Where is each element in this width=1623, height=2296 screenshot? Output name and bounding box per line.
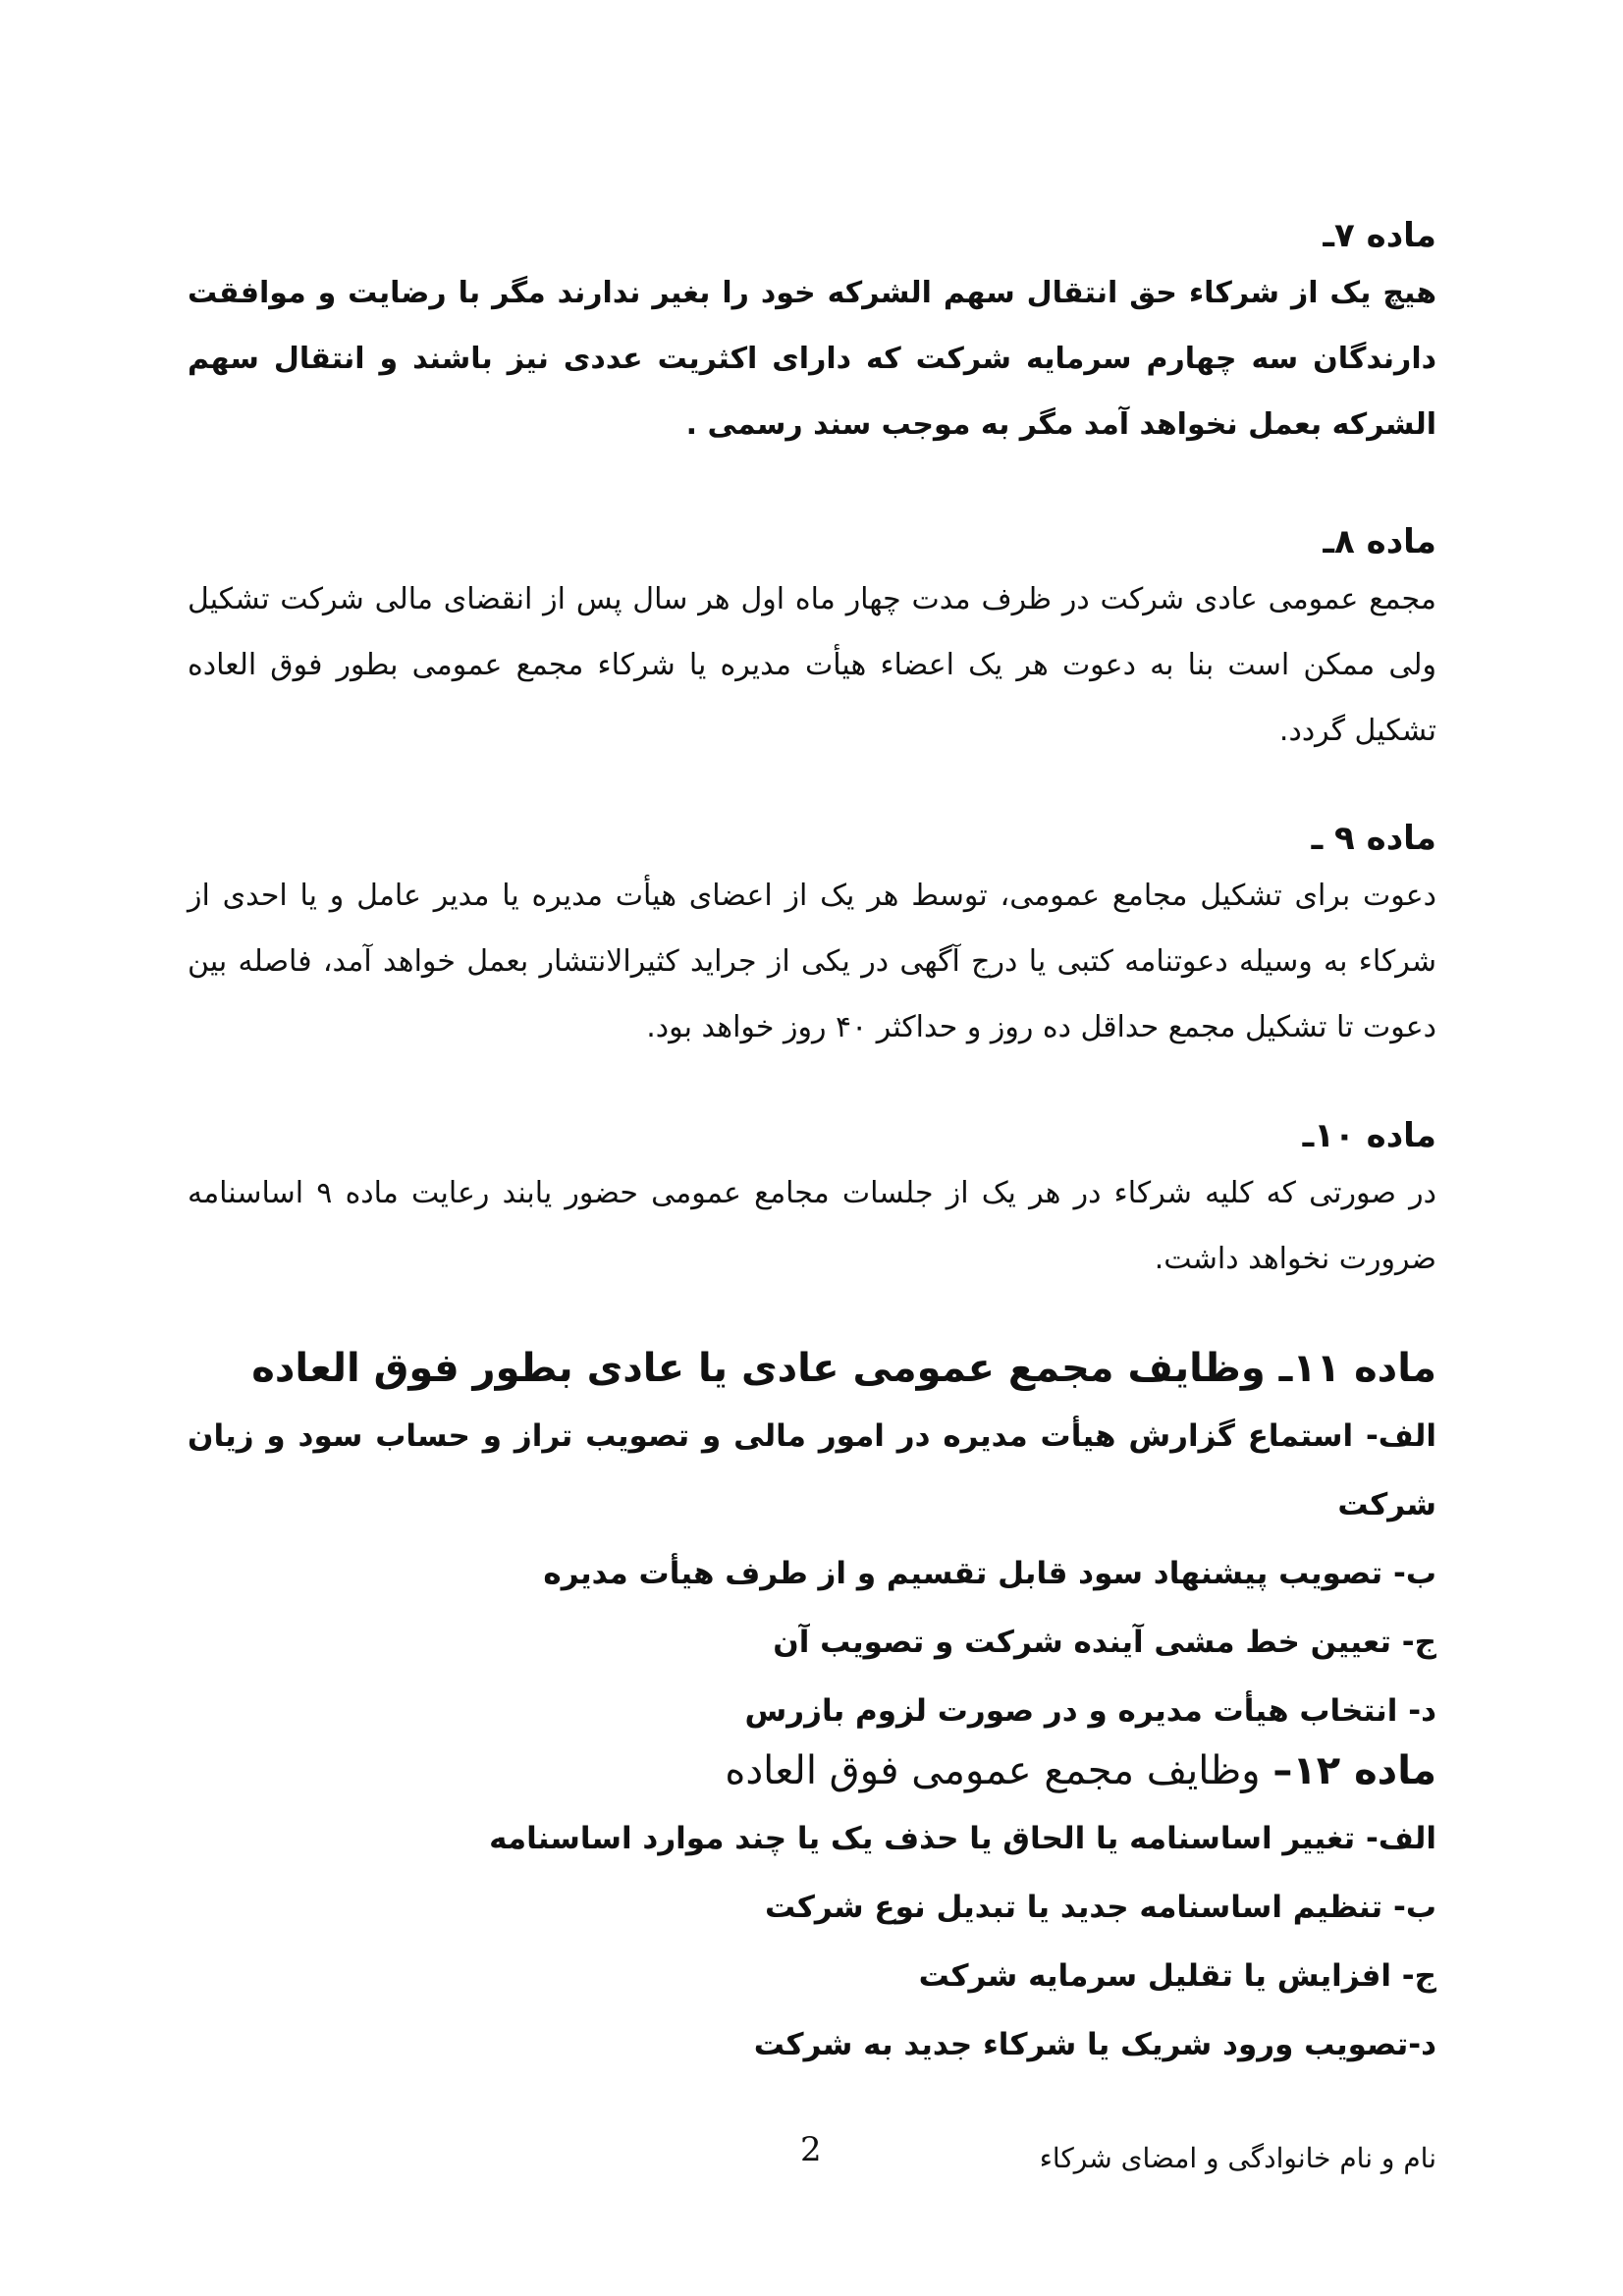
article-11 xyxy=(188,1345,1436,1745)
article-12-heading xyxy=(188,1747,1436,1794)
article-8-text: مجمع عمومی عادی شرکت در ظرف مدت چهار ماه اول هر سال پس از انقضای مالی شرکت تشکیل ولی ممکن است بنا به دعوت هر یک اعضاء هیأت مدیره یا شرکاء مجمع عمومی بطور فوق العاده تشکیل گردد. xyxy=(188,581,1436,748)
list-item: ب- تنظیم اساسنامه جدید یا تبدیل نوع شرکت xyxy=(765,1890,1436,1925)
page-number: 2 xyxy=(800,2130,822,2169)
article-9-heading: ماده ۹ ـ xyxy=(1311,819,1436,858)
list-item: ب- تصویب پیشنهاد سود قابل تقسیم و از طرف هیأت مدیره xyxy=(543,1556,1436,1591)
article-12-list xyxy=(188,1804,1436,2079)
signature-note: نام و نام خانوادگی و امضای شرکاء xyxy=(1039,2142,1436,2174)
article-8 xyxy=(188,522,1436,764)
article-7-heading: ماده ۷ـ xyxy=(1323,216,1436,255)
article-8-heading: ماده ۸ـ xyxy=(1323,522,1436,561)
article-11-list xyxy=(188,1402,1436,1745)
list-item: ج- تعیین خط مشی آینده شرکت و تصویب آن xyxy=(773,1625,1436,1660)
list-item: ج- افزایش یا تقلیل سرمایه شرکت xyxy=(918,1958,1436,1994)
article-7-text: هیچ یک از شرکاء حق انتقال سهم الشرکه خود را بغیر ندارند مگر با رضایت و موافقت دارندگان سه چهارم سرمایه شرکت که دارای اکثریت عددی نیز باشند و انتقال سهم الشرکه بعمل نخواهد آمد مگر به موجب سند رسمی . xyxy=(188,275,1436,442)
article-12 xyxy=(188,1747,1436,2079)
article-12-heading-number: ماده ۱۲– xyxy=(1272,1748,1436,1793)
article-12-heading-title: وظایف مجمع عمومی فوق العاده xyxy=(725,1748,1273,1793)
article-9-text: دعوت برای تشکیل مجامع عمومی، توسط هر یک از اعضای هیأت مدیره یا مدیر عامل و یا احدی از شرکاء به وسیله دعوتنامه کتبی یا درج آگهی در یکی از جراید کثیرالانتشار بعمل خواهد آمد، فاصله بین دعوت تا تشکیل مجمع حداقل ده روز و حداکثر ۴۰ روز خواهد بود. xyxy=(188,878,1436,1044)
article-9 xyxy=(188,819,1436,1060)
list-item: الف- استماع گزارش هیأت مدیره در امور مالی و تصویب تراز و حساب سود و زیان شرکت xyxy=(188,1418,1436,1522)
list-item: د- انتخاب هیأت مدیره و در صورت لزوم بازرس xyxy=(744,1693,1436,1729)
article-10-heading: ماده ۱۰ـ xyxy=(1302,1116,1436,1155)
article-10-text: در صورتی که کلیه شرکاء در هر یک از جلسات مجامع عمومی حضور یابند رعایت ماده ۹ اساسنامه ضرورت نخواهد داشت. xyxy=(188,1175,1436,1276)
article-7 xyxy=(188,216,1436,457)
list-item: د-تصویب ورود شریک یا شرکاء جدید به شرکت xyxy=(753,2027,1436,2062)
article-11-heading: ماده ۱۱ـ وظایف مجمع عمومی عادی یا عادی بطور فوق العاده xyxy=(251,1346,1436,1391)
article-10 xyxy=(188,1116,1436,1292)
list-item: الف- تغییر اساسنامه یا الحاق یا حذف یک یا چند موارد اساسنامه xyxy=(489,1821,1436,1856)
